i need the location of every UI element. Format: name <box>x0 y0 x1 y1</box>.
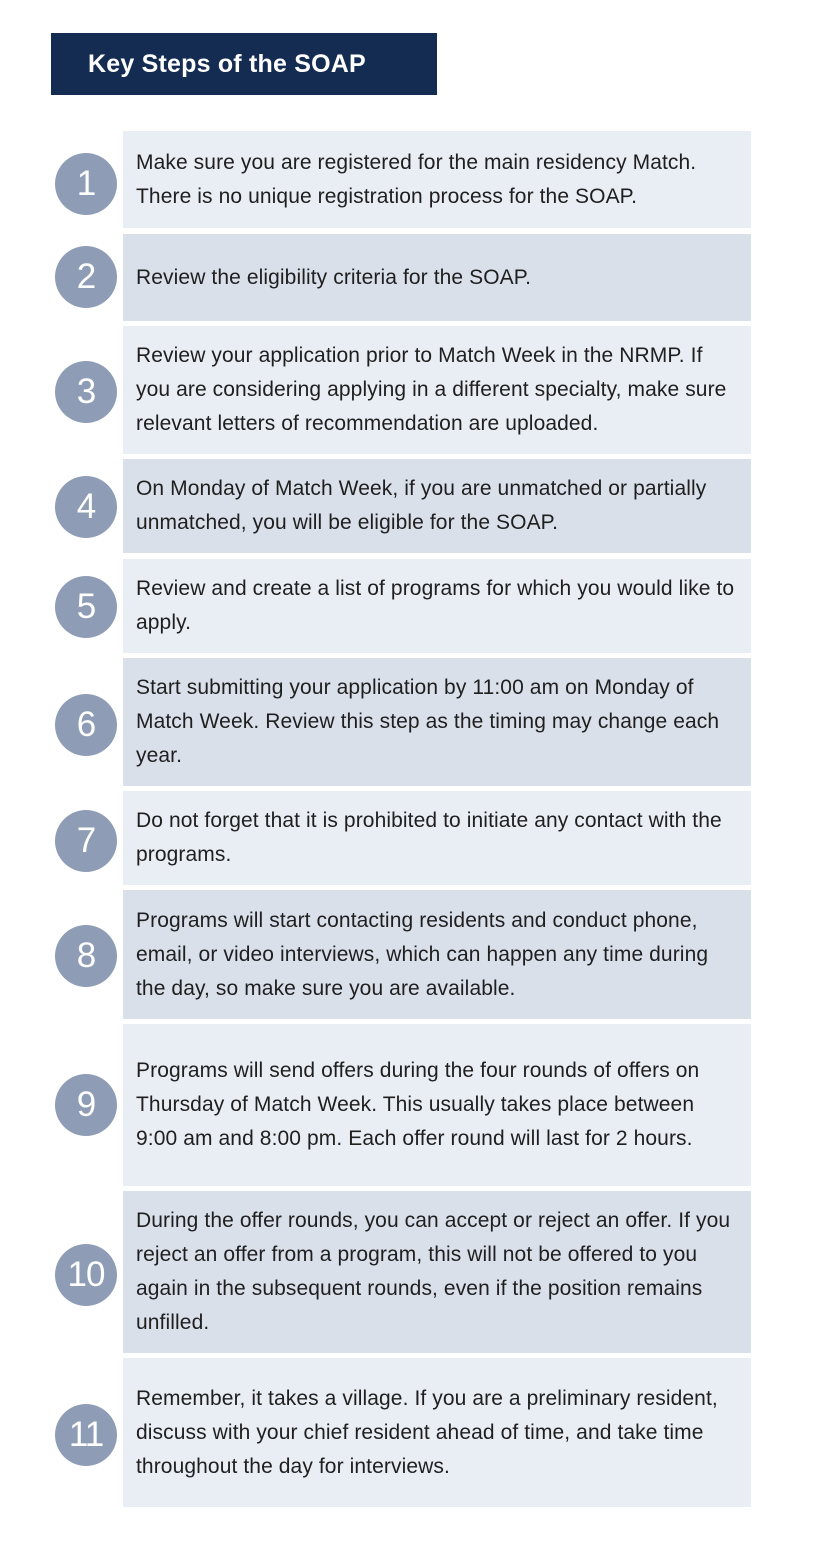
step-row <box>123 559 751 653</box>
step-text: Programs will send offers during the four rounds of offers on Thursday of Match Week. This usually takes place between 9:00 am and 8:00 pm. Each offer round will last for 2 hours. <box>136 1059 700 1150</box>
step-text: Do not forget that it is prohibited to initiate any contact with the programs. <box>136 809 722 866</box>
step-number-badge: 10 <box>55 1244 117 1306</box>
step-number-badge: 8 <box>55 925 117 987</box>
step-row <box>123 890 751 1019</box>
step-row <box>123 326 751 454</box>
step-number-badge: 5 <box>55 576 117 638</box>
step-number-badge: 11 <box>55 1404 117 1466</box>
step-row <box>123 658 751 786</box>
step-text: Review the eligibility criteria for the SOAP. <box>136 265 532 289</box>
step-text: Make sure you are registered for the main residency Match. There is no unique registration process for the SOAP. <box>136 150 697 208</box>
step-row <box>123 791 751 885</box>
step-number-badge: 1 <box>55 153 117 215</box>
step-text: Programs will start contacting residents and conduct phone, email, or video interviews, which can happen any time during the day, so make sure you are available. <box>136 908 709 1000</box>
step-number-badge: 6 <box>55 694 117 756</box>
step-row <box>123 1024 751 1186</box>
step-number-badge: 9 <box>55 1074 117 1136</box>
step-row <box>123 131 751 228</box>
step-text: Remember, it takes a village. If you are a preliminary resident, discuss with your chief resident ahead of time, and take time throughout the day for interviews. <box>136 1386 718 1478</box>
step-row <box>123 459 751 553</box>
step-row <box>123 1191 751 1353</box>
step-text: Start submitting your application by 11:00 am on Monday of Match Week. Review this step as the timing may change each year. <box>136 676 720 767</box>
step-row <box>123 1358 751 1507</box>
page-title: Key Steps of the SOAP <box>88 49 366 78</box>
step-number-badge: 2 <box>55 246 117 308</box>
title-banner <box>51 33 437 95</box>
step-number-badge: 7 <box>55 810 117 872</box>
step-number-badge: 4 <box>55 476 117 538</box>
step-number-badge: 3 <box>55 361 117 423</box>
step-text: Review and create a list of programs for which you would like to apply. <box>136 577 735 634</box>
step-text: During the offer rounds, you can accept or reject an offer. If you reject an offer from a program, this will not be offered to you again in the subsequent rounds, even if the position remains unfilled. <box>136 1209 731 1334</box>
step-text: Review your application prior to Match Week in the NRMP. If you are considering applying in a different specialty, make sure relevant letters of recommendation are uploaded. <box>136 344 727 435</box>
step-text: On Monday of Match Week, if you are unmatched or partially unmatched, you will be eligible for the SOAP. <box>136 477 707 534</box>
step-row <box>123 234 751 321</box>
